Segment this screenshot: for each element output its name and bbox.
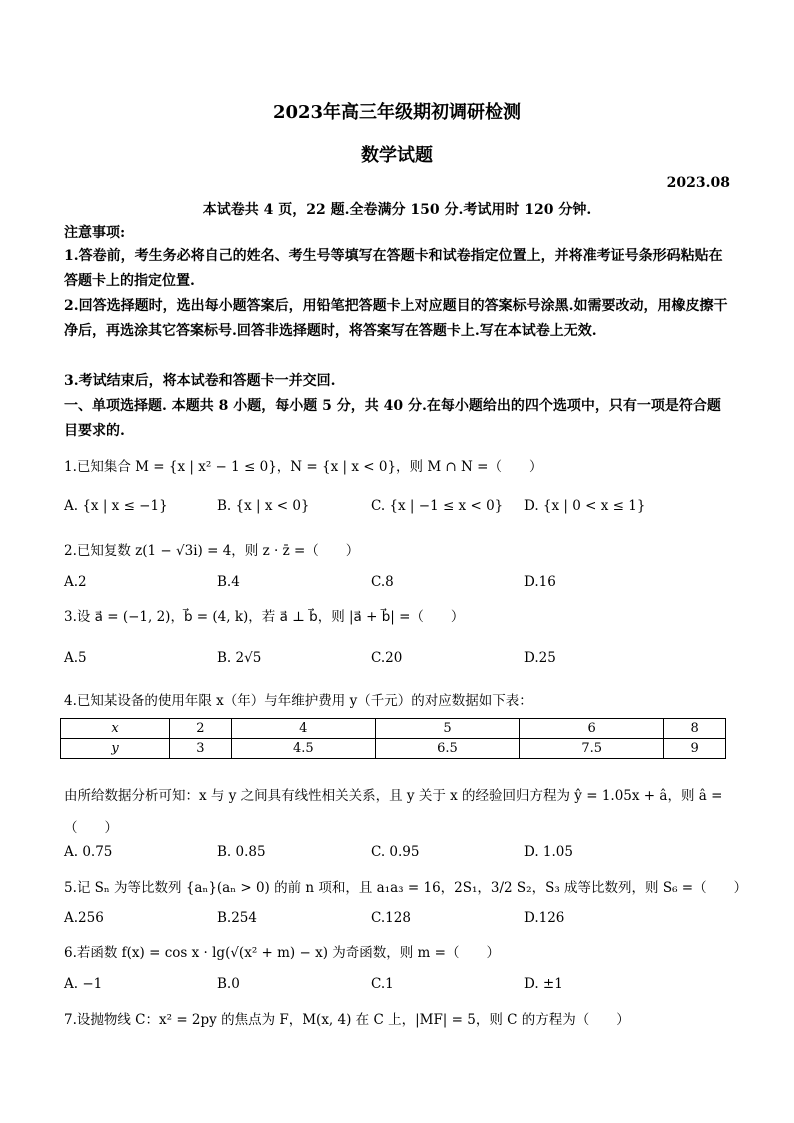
section-heading: 一、单项选择题. 本题共 8 小题，每小题 5 分，共 40 分.在每小题给出的四个选项中，只有一项是符合题目要求的. — [64, 398, 721, 439]
table-cell: 3 — [170, 739, 232, 759]
table-cell: 6.5 — [375, 739, 519, 759]
question-6-option-a: A. −1 — [64, 976, 103, 992]
question-6-stem: 6.若函数 f(x) = cos x · lg(√(x² + m) − x) 为奇函数，则 m =（ ） — [64, 945, 500, 961]
question-4-option-c: C. 0.95 — [371, 844, 420, 860]
table-row-label: x — [61, 719, 170, 739]
question-5-option-b: B.254 — [217, 910, 257, 926]
question-3-stem: 3.设 a⃗ = (−1, 2)，b⃗ = (4, k)，若 a⃗ ⊥ b⃗，则 |a⃗ + b⃗| =（ ） — [64, 609, 465, 625]
note-item-1: 1.答卷前，考生务必将自己的姓名、考生号等填写在答题卡和试卷指定位置上，并将准考证号条形码粘贴在答题卡上的指定位置. — [64, 248, 723, 289]
question-4-stem-continued: 由所给数据分析可知：x 与 y 之间具有线性相关关系，且 y 关于 x 的经验回归方程为 ŷ = 1.05x + â，则 â = — [64, 788, 723, 804]
question-3-option-d: D.25 — [524, 650, 556, 666]
question-7-stem: 7.设抛物线 C：x² = 2py 的焦点为 F，M(x, 4) 在 C 上，|MF| = 5，则 C 的方程为（ ） — [64, 1012, 630, 1028]
question-4-answer-blank: （ ） — [64, 820, 118, 836]
table-row-y — [61, 739, 726, 759]
exam-info: 本试卷共 4 页，22 题.全卷满分 150 分.考试用时 120 分钟. — [202, 202, 592, 218]
table-cell: 2 — [170, 719, 232, 739]
question-5-option-d: D.126 — [524, 910, 565, 926]
question-3-option-a: A.5 — [64, 650, 87, 666]
question-2-option-b: B.4 — [217, 574, 240, 590]
exam-subtitle: 数学试题 — [361, 145, 433, 166]
question-6-option-b: B.0 — [217, 976, 240, 992]
question-1-option-b: B. {x | x < 0} — [217, 498, 310, 514]
question-4-option-d: D. 1.05 — [524, 844, 573, 860]
question-1-option-a: A. {x | x ≤ −1} — [64, 498, 168, 514]
question-5-option-c: C.128 — [371, 910, 411, 926]
question-2-option-d: D.16 — [524, 574, 556, 590]
question-1-stem: 1.已知集合 M = {x | x² − 1 ≤ 0}，N = {x | x < 0}，则 M ∩ N =（ ） — [64, 459, 543, 475]
question-1-option-d: D. {x | 0 < x ≤ 1} — [524, 498, 646, 514]
question-4-stem: 4.已知某设备的使用年限 x（年）与年维护费用 y（千元）的对应数据如下表： — [64, 693, 533, 709]
question-2-option-c: C.8 — [371, 574, 394, 590]
question-6-option-d: D. ±1 — [524, 976, 563, 992]
notes-heading: 注意事项: — [64, 225, 126, 241]
table-cell: 8 — [664, 719, 726, 739]
note-item-3: 3.考试结束后，将本试卷和答题卡一并交回. — [64, 373, 336, 389]
question-4-option-a: A. 0.75 — [64, 844, 113, 860]
exam-title: 2023年高三年级期初调研检测 — [272, 102, 522, 123]
question-5-stem: 5.记 Sₙ 为等比数列 {aₙ}(aₙ > 0) 的前 n 项和，且 a₁a₃ = 16，2S₁，3/2 S₂，S₃ 成等比数列，则 S₆ =（ ） — [64, 880, 748, 896]
table-row-label: y — [61, 739, 170, 759]
table-cell: 9 — [664, 739, 726, 759]
table-cell: 7.5 — [520, 739, 664, 759]
question-3-option-b: B. 2√5 — [217, 650, 262, 666]
table-cell: 4.5 — [231, 739, 375, 759]
table-cell: 6 — [520, 719, 664, 739]
question-4-option-b: B. 0.85 — [217, 844, 266, 860]
question-3-option-c: C.20 — [371, 650, 403, 666]
table-cell: 4 — [231, 719, 375, 739]
question-6-option-c: C.1 — [371, 976, 394, 992]
question-1-option-c: C. {x | −1 ≤ x < 0} — [371, 498, 504, 514]
exam-date: 2023.08 — [666, 175, 730, 191]
data-table — [60, 718, 726, 759]
question-5-option-a: A.256 — [64, 910, 104, 926]
question-2-stem: 2.已知复数 z(1 − √3i) = 4，则 z · z̄ =（ ） — [64, 543, 360, 559]
question-2-option-a: A.2 — [64, 574, 87, 590]
note-item-2: 2.回答选择题时，选出每小题答案后，用铅笔把答题卡上对应题目的答案标号涂黑.如需要改动，用橡皮擦干净后，再选涂其它答案标号.回答非选择题时，将答案写在答题卡上.写在本试卷上无效. — [64, 298, 728, 339]
table-cell: 5 — [375, 719, 519, 739]
table-row-x — [61, 719, 726, 739]
